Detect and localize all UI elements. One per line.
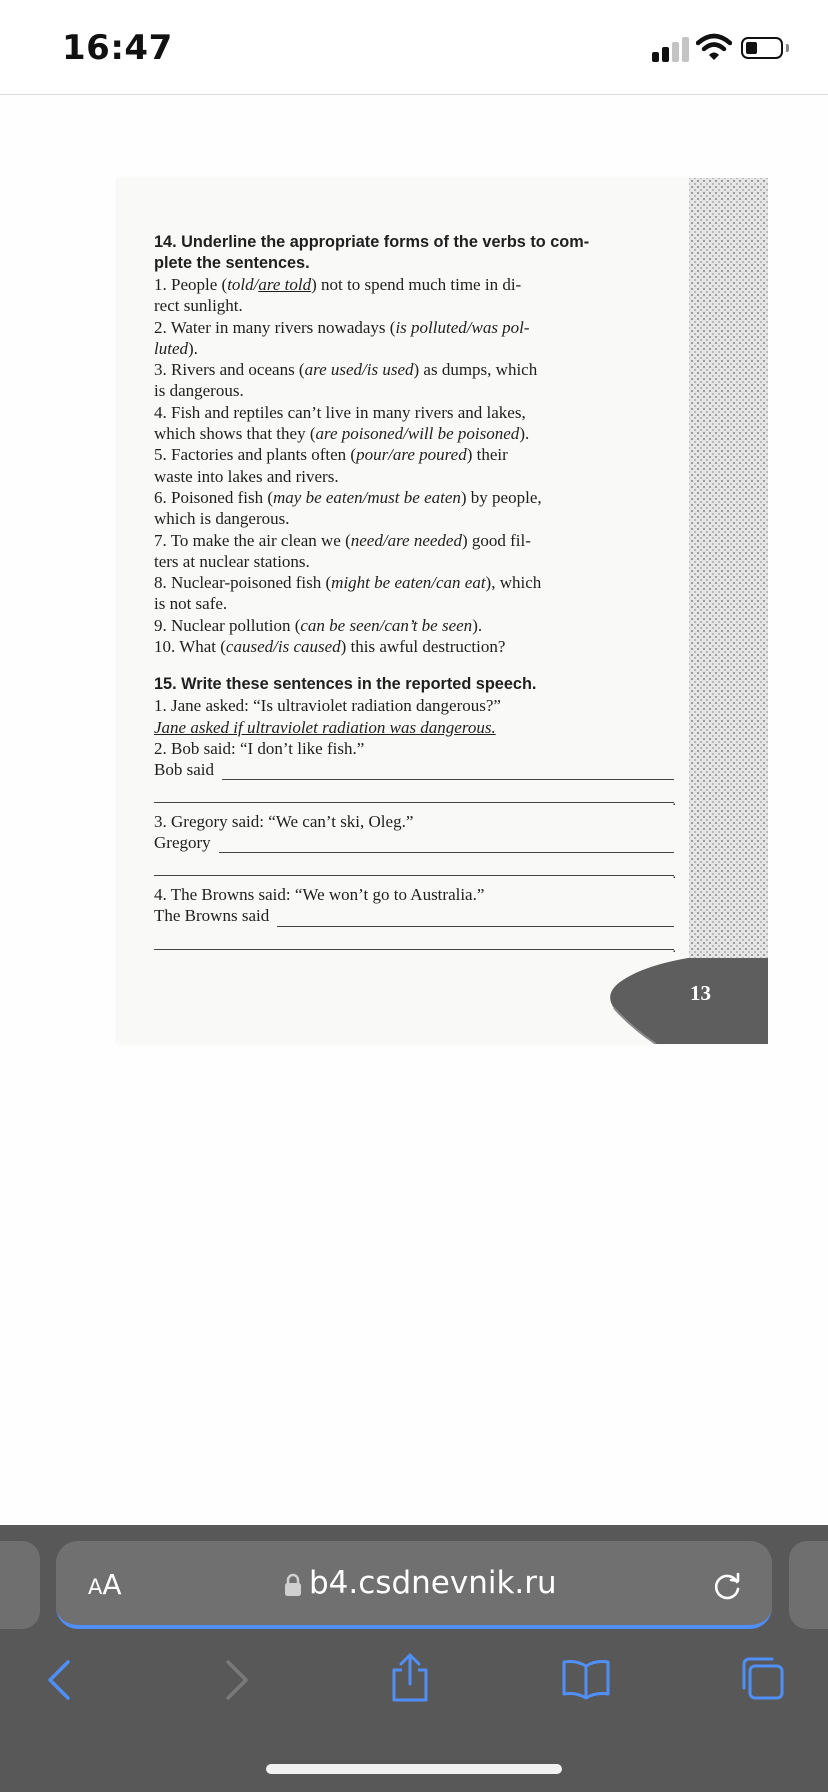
status-time: 16:47 xyxy=(62,28,173,68)
sentence-8: 8. Nuclear-poisoned fish (might be eaten/can eat), which xyxy=(154,573,542,593)
url-text[interactable]: b4.csdnevnik.ru xyxy=(309,1565,557,1601)
blank-line xyxy=(222,763,674,780)
answer-1-example: Jane asked if ultraviolet radiation was dangerous. xyxy=(154,717,496,737)
blank-line xyxy=(219,836,674,853)
sentence-10: 10. What (caused/is caused) this awful destruction? xyxy=(154,637,506,657)
sentence-5: 5. Factories and plants often (pour/are poured) their xyxy=(154,445,508,465)
page-edge-pattern xyxy=(689,178,768,1044)
sentence-2-cont: luted). xyxy=(154,338,198,358)
sentence-2: 2. Water in many rivers nowadays (is polluted/was pol- xyxy=(154,317,530,337)
forward-icon[interactable] xyxy=(218,1656,254,1704)
sentence-1: 1. People (told/are told) not to spend much time in di- xyxy=(154,275,522,294)
answer-2-row xyxy=(154,759,674,780)
exercise-14-title-line2: plete the sentences. xyxy=(154,254,310,272)
prompt-3: Gregory xyxy=(154,832,211,852)
sentence-9: 9. Nuclear pollution (can be seen/can’t be seen). xyxy=(154,615,483,635)
answer-3-row xyxy=(154,832,674,853)
tabs-icon[interactable] xyxy=(738,1654,786,1702)
sentence-5-cont: waste into lakes and rivers. xyxy=(154,466,339,486)
next-tab-preview[interactable] xyxy=(789,1541,828,1629)
question-1: 1. Jane asked: “Is ultraviolet radiation dangerous?” xyxy=(154,696,501,716)
reload-icon[interactable] xyxy=(709,1568,745,1604)
signal-icon xyxy=(652,36,690,62)
bookmarks-icon[interactable] xyxy=(560,1658,612,1700)
home-indicator[interactable] xyxy=(266,1764,562,1774)
prompt-4: The Browns said xyxy=(154,906,270,926)
sentence-3: 3. Rivers and oceans (are used/is used) as dumps, which xyxy=(154,360,538,380)
sentence-6-cont: which is dangerous. xyxy=(154,509,290,529)
page-number: 13 xyxy=(690,981,711,1005)
blank-line-full xyxy=(154,780,674,803)
exercise-15-title: 15. Write these sentences in the reported speech. xyxy=(154,675,537,694)
wifi-icon xyxy=(696,32,732,62)
page-number-tab xyxy=(608,958,768,1044)
reader-settings-button[interactable]: AA xyxy=(88,1568,122,1601)
prompt-2: Bob said xyxy=(154,759,214,779)
sentence-7: 7. To make the air clean we (need/are needed) good fil- xyxy=(154,530,531,550)
blank-line-full xyxy=(154,927,674,950)
sentence-7-cont: ters at nuclear stations. xyxy=(154,551,310,571)
previous-tab-preview[interactable] xyxy=(0,1541,40,1629)
exercise-text xyxy=(154,232,674,950)
lock-icon xyxy=(284,1573,302,1597)
exercise-14-title-line1: 14. Underline the appropriate forms of the verbs to com- xyxy=(154,233,590,251)
blank-line-full xyxy=(154,853,674,876)
blank-line xyxy=(277,910,674,927)
sentence-1-cont: rect sunlight. xyxy=(154,296,243,316)
question-2: 2. Bob said: “I don’t like fish.” xyxy=(154,738,365,758)
sentence-3-cont: is dangerous. xyxy=(154,381,244,401)
question-4: 4. The Browns said: “We won’t go to Australia.” xyxy=(154,885,485,905)
battery-icon xyxy=(741,37,783,59)
battery-cap xyxy=(786,44,789,52)
sentence-4: 4. Fish and reptiles can’t live in many rivers and lakes, xyxy=(154,402,526,422)
question-3: 3. Gregory said: “We can’t ski, Oleg.” xyxy=(154,811,414,831)
sentence-6: 6. Poisoned fish (may be eaten/must be eaten) by people, xyxy=(154,487,542,507)
sentence-4-cont: which shows that they (are poisoned/will be poisoned). xyxy=(154,424,530,444)
sentence-8-cont: is not safe. xyxy=(154,594,228,614)
answer-4-row xyxy=(154,906,674,927)
back-icon[interactable] xyxy=(40,1656,76,1704)
share-icon[interactable] xyxy=(388,1652,432,1704)
status-bar xyxy=(0,0,828,95)
